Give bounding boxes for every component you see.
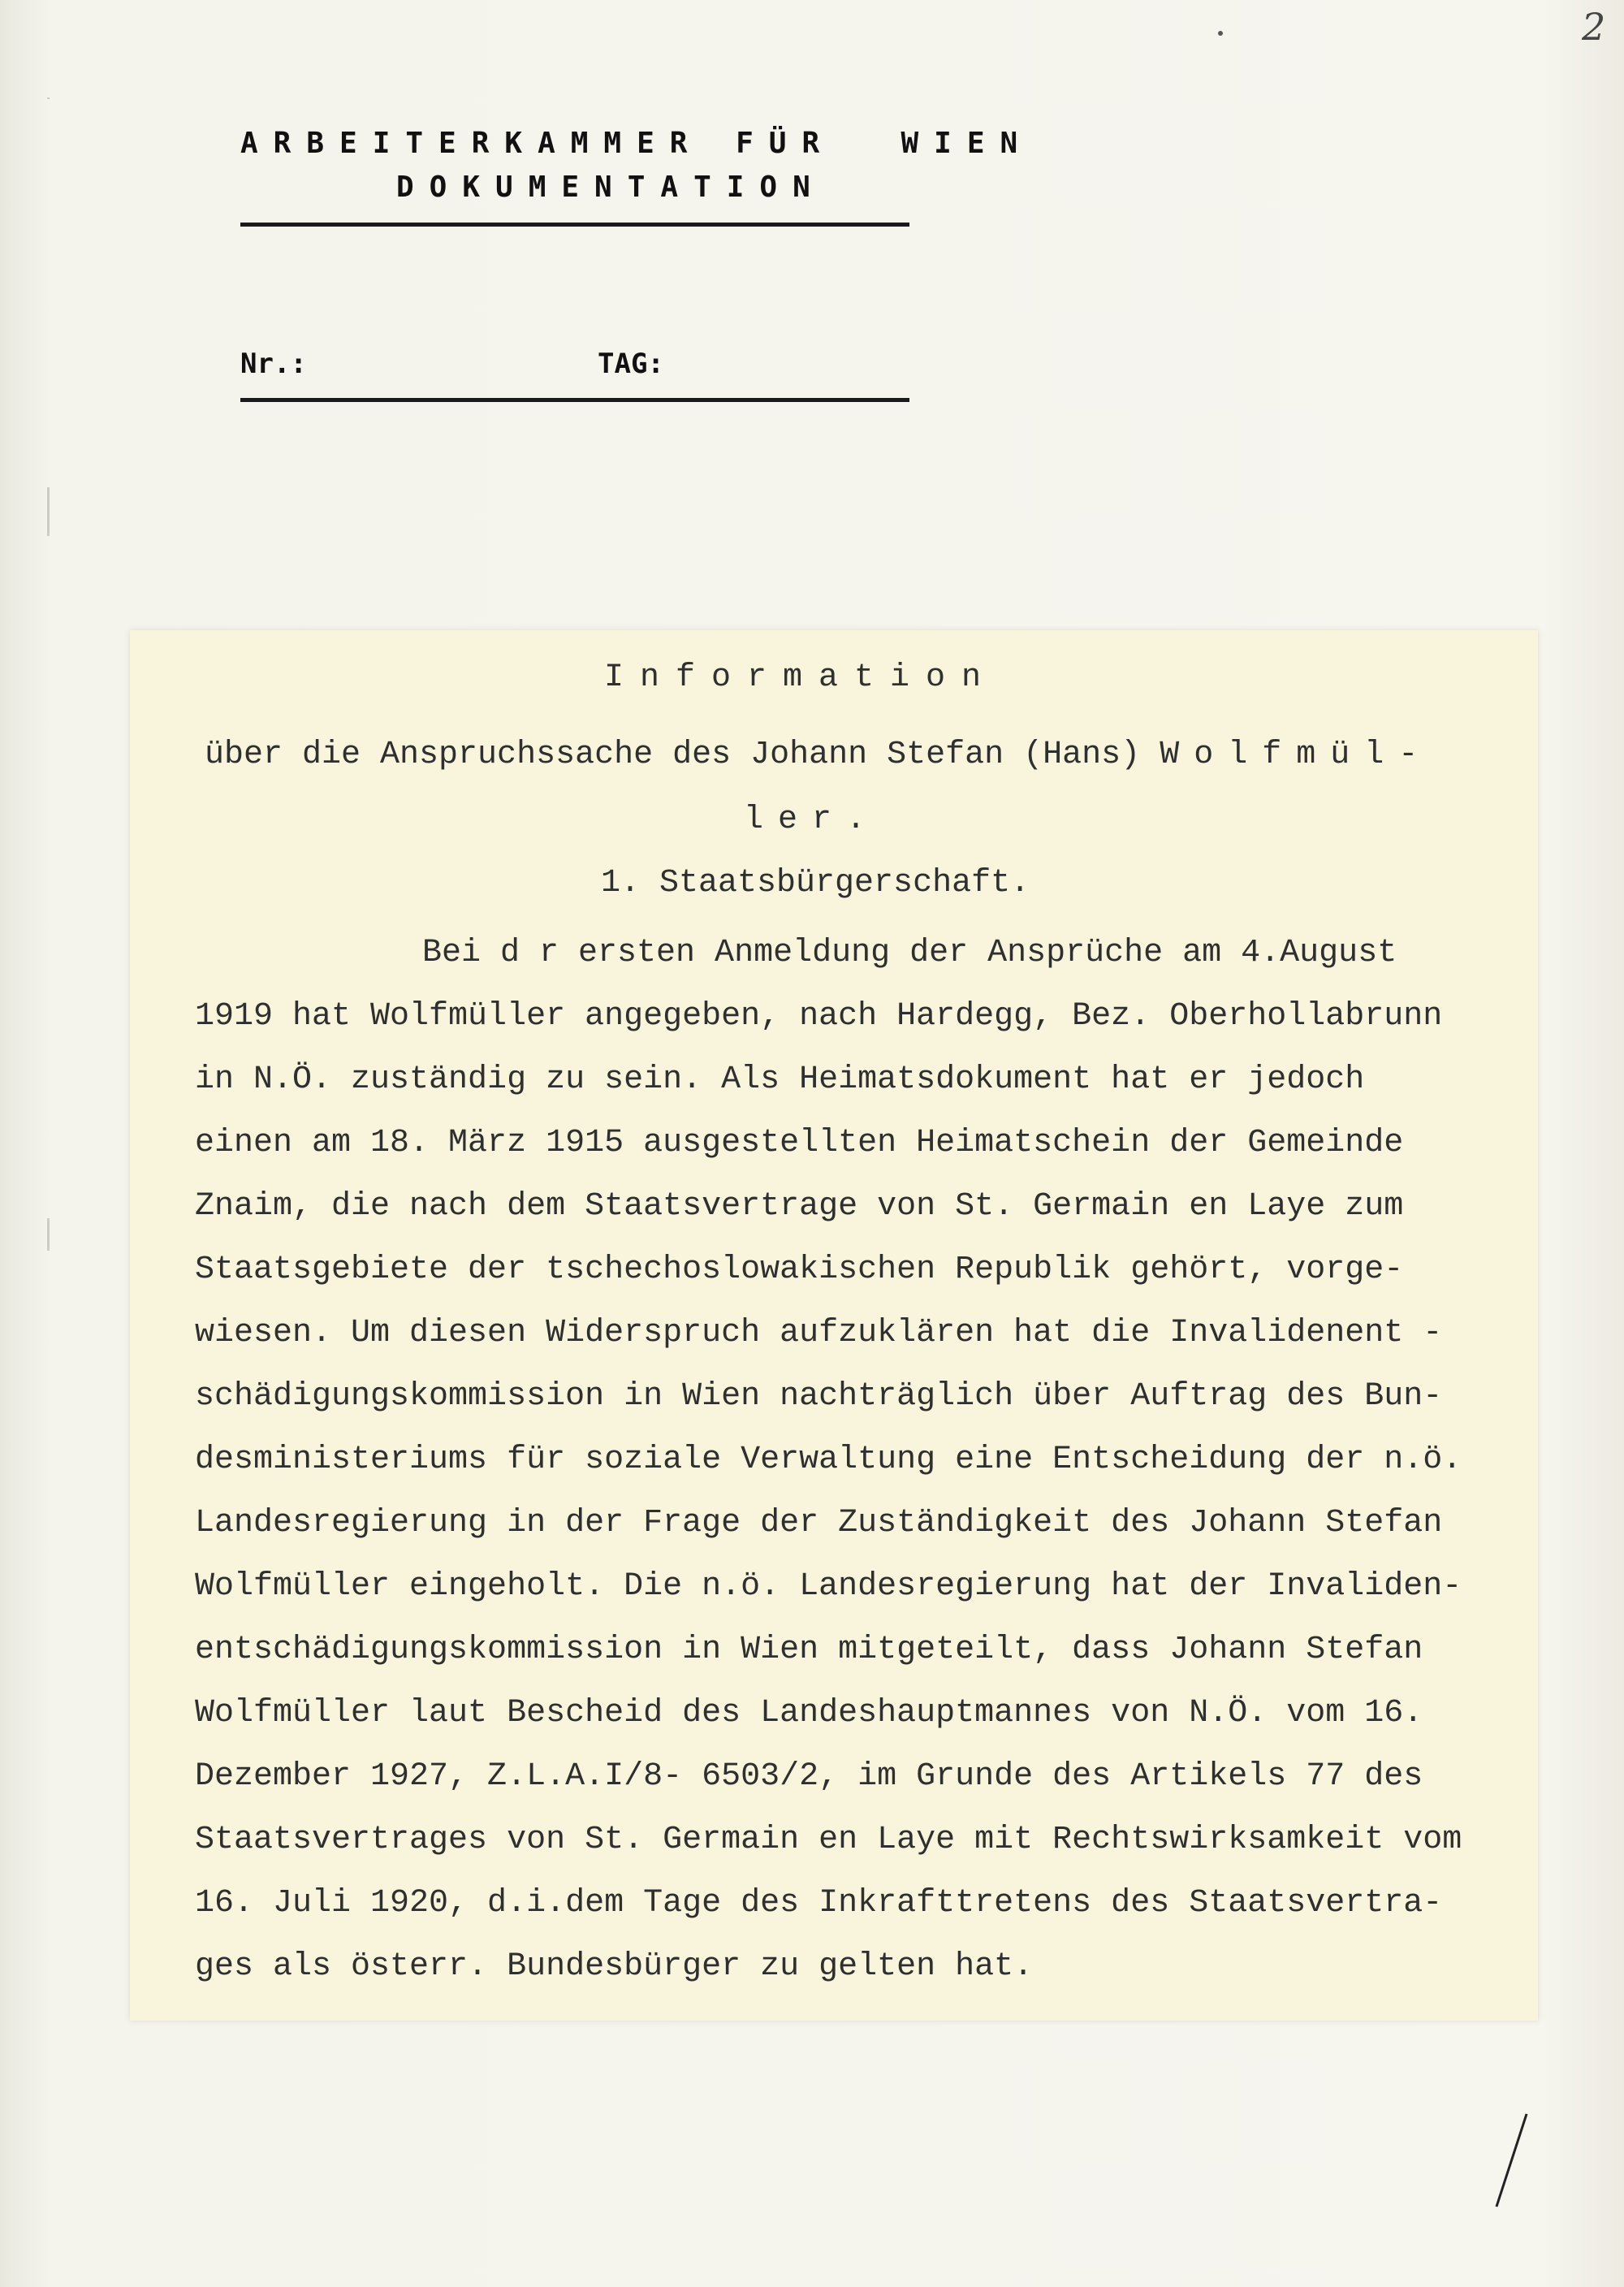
body-line: desministeriums für soziale Verwaltung eine Entscheidung der n.ö. bbox=[195, 1442, 1462, 1478]
pen-mark bbox=[1496, 2113, 1528, 2207]
body-line: in N.Ö. zuständig zu sein. Als Heimatsdokument hat er jedoch bbox=[195, 1061, 1365, 1098]
body-line: ges als österr. Bundesbürger zu gelten hat. bbox=[195, 1948, 1034, 1985]
body-line: schädigungskommission in Wien nachträglich über Auftrag des Bun- bbox=[195, 1378, 1443, 1415]
letterhead-department: DOKUMENTATION bbox=[396, 171, 826, 204]
body-line: einen am 18. März 1915 ausgestellten Heimatschein der Gemeinde bbox=[195, 1125, 1404, 1161]
body-line: Bei d r ersten Anmeldung der Ansprüche am 4.August bbox=[422, 935, 1397, 971]
nr-label: Nr.: bbox=[240, 348, 307, 380]
edge-mark bbox=[47, 487, 50, 536]
body-line: wiesen. Um diesen Widerspruch aufzuklären hat die Invalidenent - bbox=[195, 1315, 1443, 1351]
body-line: Staatsvertrages von St. Germain en Laye mit Rechtswirksamkeit vom bbox=[195, 1822, 1462, 1858]
letterhead-rule-bottom bbox=[240, 398, 909, 402]
letterhead-rule-top bbox=[240, 223, 909, 227]
section-heading: 1. Staatsbürgerschaft. bbox=[601, 865, 1030, 901]
subtitle-line-2: ler. bbox=[744, 802, 881, 838]
body-line: Landesregierung in der Frage der Zuständigkeit des Johann Stefan bbox=[195, 1505, 1443, 1541]
folio-number: 2 bbox=[1582, 5, 1606, 49]
edge-mark bbox=[47, 97, 50, 99]
speck bbox=[1218, 31, 1223, 36]
body-line: entschädigungskommission in Wien mitgeteilt, dass Johann Stefan bbox=[195, 1632, 1423, 1668]
letterhead-institution: ARBEITERKAMMER FÜR WIEN bbox=[240, 127, 1034, 160]
tag-label: TAG: bbox=[598, 348, 664, 380]
document-title: Information bbox=[604, 659, 998, 696]
body-line: Dezember 1927, Z.L.A.I/8- 6503/2, im Grunde des Artikels 77 des bbox=[195, 1758, 1423, 1795]
subtitle-line-1 bbox=[205, 736, 1432, 775]
body-line: Wolfmüller eingeholt. Die n.ö. Landesregierung hat der Invaliden- bbox=[195, 1568, 1462, 1605]
subtitle-prefix: über die Anspruchssache des Johann Stefan (Hans) bbox=[205, 737, 1141, 773]
body-line: 16. Juli 1920, d.i.dem Tage des Inkrafttretens des Staatsvertra- bbox=[195, 1885, 1443, 1922]
body-line: 1919 hat Wolfmüller angegeben, nach Hardegg, Bez. Oberhollabrunn bbox=[195, 998, 1443, 1035]
body-line: Staatsgebiete der tschechoslowakischen Republik gehört, vorge- bbox=[195, 1252, 1404, 1288]
edge-mark bbox=[47, 1218, 50, 1251]
body-line: Znaim, die nach dem Staatsvertrage von St. Germain en Laye zum bbox=[195, 1188, 1404, 1225]
body-line: Wolfmüller laut Bescheid des Landeshauptmannes von N.Ö. vom 16. bbox=[195, 1695, 1423, 1731]
letterhead bbox=[240, 122, 1034, 210]
subtitle-name: Wolfmül- bbox=[1160, 737, 1433, 773]
